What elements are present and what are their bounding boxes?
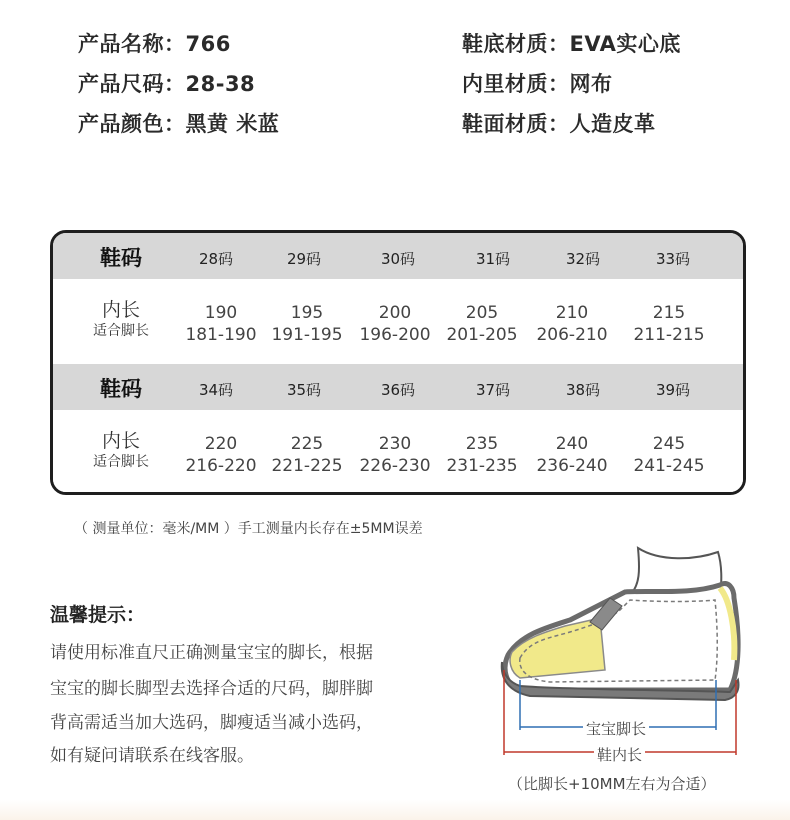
bottom-fade <box>0 800 790 820</box>
tips-line: 背高需适当加大选码，脚瘦适当减小选码， <box>50 713 373 733</box>
tips-line: 请使用标准直尺正确测量宝宝的脚长，根据 <box>50 643 373 663</box>
inner-length-value: 205 <box>465 303 499 323</box>
size-value-cell <box>181 433 261 477</box>
header-label: 鞋码 <box>100 377 142 401</box>
foot-length-value: 201-205 <box>446 325 518 345</box>
size-value-cell <box>181 302 261 346</box>
tips-line: 如有疑问请联系在线客服。 <box>50 746 254 766</box>
size-cell: 31码 <box>475 250 511 268</box>
size-table <box>50 230 746 495</box>
inner-length-label: 内长 <box>101 299 140 321</box>
size-cell: 39码 <box>655 381 691 399</box>
header-label: 鞋码 <box>100 246 142 270</box>
inner-length-value: 220 <box>204 434 238 454</box>
foot-length-value: 241-245 <box>633 456 705 476</box>
foot-length-label: 适合脚长 <box>93 323 149 339</box>
spec-product-size: 产品尺码：28-38 <box>78 72 256 96</box>
spec-product-color: 产品颜色：黑黄 米蓝 <box>78 112 280 136</box>
foot-length-value: 211-215 <box>633 325 705 345</box>
foot-length-value: 191-195 <box>271 325 343 345</box>
tips-title: 温馨提示： <box>50 604 146 626</box>
foot-length-value: 231-235 <box>446 456 518 476</box>
size-header-row <box>53 233 743 279</box>
inner-length-value: 245 <box>652 434 686 454</box>
spec-lining-material: 内里材质：网布 <box>462 72 613 96</box>
size-value-cell <box>267 302 347 346</box>
shoe-inner-length-label: 鞋内长 <box>594 744 645 765</box>
size-cell: 29码 <box>286 250 322 268</box>
size-value-cell <box>442 302 522 346</box>
size-body-row <box>53 410 743 492</box>
inner-length-value: 240 <box>555 434 589 454</box>
fit-caption: （比脚长+10MM左右为合适） <box>508 775 716 793</box>
inner-length-value: 210 <box>555 303 589 323</box>
inner-length-value: 200 <box>378 303 412 323</box>
size-cell: 36码 <box>380 381 416 399</box>
spec-sole-material: 鞋底材质：EVA实心底 <box>462 32 681 56</box>
size-value-cell <box>355 302 435 346</box>
size-value-cell <box>532 302 612 346</box>
foot-length-value: 216-220 <box>185 456 257 476</box>
inner-length-label: 内长 <box>101 430 140 452</box>
inner-length-value: 215 <box>652 303 686 323</box>
foot-length-value: 206-210 <box>536 325 608 345</box>
body-label <box>71 299 171 341</box>
inner-length-value: 195 <box>290 303 324 323</box>
measurement-note: （ 测量单位：毫米/MM ）手工测量内长存在±5MM误差 <box>74 521 423 537</box>
inner-length-value: 225 <box>290 434 324 454</box>
spec-upper-material: 鞋面材质：人造皮革 <box>462 112 656 136</box>
size-body-row <box>53 279 743 361</box>
size-cell: 30码 <box>380 250 416 268</box>
size-cell: 38码 <box>565 381 601 399</box>
foot-length-value: 181-190 <box>185 325 257 345</box>
size-cell: 28码 <box>198 250 234 268</box>
size-cell: 37码 <box>475 381 511 399</box>
inner-length-value: 230 <box>378 434 412 454</box>
foot-length-label: 宝宝脚长 <box>583 718 649 739</box>
foot-length-value: 226-230 <box>359 456 431 476</box>
size-value-cell <box>629 302 709 346</box>
foot-length-label: 适合脚长 <box>93 454 149 470</box>
foot-length-value: 221-225 <box>271 456 343 476</box>
foot-length-value: 236-240 <box>536 456 608 476</box>
spec-product-name: 产品名称：766 <box>78 32 231 56</box>
tips-line: 宝宝的脚长脚型去选择合适的尺码，脚胖脚 <box>50 679 373 699</box>
size-value-cell <box>267 433 347 477</box>
size-value-cell <box>532 433 612 477</box>
body-label <box>71 430 171 472</box>
size-header-row <box>53 364 743 410</box>
size-value-cell <box>442 433 522 477</box>
size-cell: 33码 <box>655 250 691 268</box>
size-value-cell <box>629 433 709 477</box>
size-cell: 34码 <box>198 381 234 399</box>
size-cell: 35码 <box>286 381 322 399</box>
inner-length-value: 190 <box>204 303 238 323</box>
size-cell: 32码 <box>565 250 601 268</box>
size-value-cell <box>355 433 435 477</box>
inner-length-value: 235 <box>465 434 499 454</box>
foot-length-value: 196-200 <box>359 325 431 345</box>
